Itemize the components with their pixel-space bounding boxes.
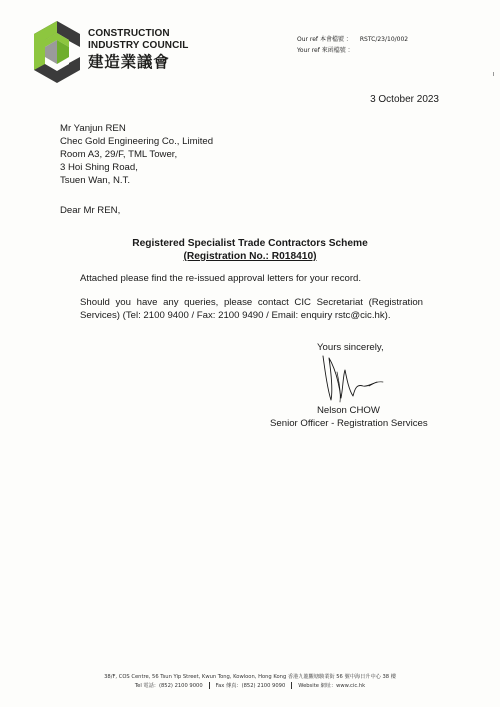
our-ref-row — [297, 34, 408, 45]
cic-logo-icon — [33, 20, 81, 84]
recipient-line: Room A3, 29/F, TML Tower, — [60, 149, 178, 160]
organization-name-zh: 建造業議會 — [88, 53, 170, 71]
salutation: Dear Mr REN, — [60, 205, 121, 216]
body-paragraph-2: Should you have any queries, please contact CIC Secretariat (Registration Services) (Tel: 2100 9400 / Fax: 2100 9490 / Email: enquiry rstc@cic.hk). — [80, 297, 423, 321]
signer-name: Nelson CHOW — [317, 405, 380, 416]
organization-name-en — [88, 28, 189, 52]
subject-line1: Registered Specialist Trade Contractors Scheme — [132, 238, 368, 249]
reference-block — [297, 34, 408, 56]
recipient-address — [60, 122, 213, 187]
signature-mark — [313, 348, 389, 408]
organization-name-line2: INDUSTRY COUNCIL — [88, 40, 189, 51]
organization-name-line1: CONSTRUCTION — [88, 28, 170, 39]
footer-address: 38/F, COS Centre, 56 Tsun Yip Street, Kwun Tong, Kowloon, Hong Kong 香港九龍觀塘駿業街 56 號中海日升中心 38 樓 — [104, 674, 396, 680]
our-ref-label: Our ref 本會檔號 ： — [297, 36, 352, 43]
closing: Yours sincerely, — [317, 342, 384, 353]
recipient-line: Tsuen Wan, N.T. — [60, 175, 131, 186]
signer-title: Senior Officer - Registration Services — [270, 418, 428, 429]
your-ref-label: Your ref 來函檔號 ： — [297, 47, 354, 54]
body-paragraph-1: Attached please find the re-issued approval letters for your record. — [80, 273, 362, 284]
letter-date: 3 October 2023 — [370, 94, 439, 105]
subject-heading — [0, 237, 500, 263]
footer-contacts — [0, 682, 500, 691]
footer-separator — [209, 682, 210, 689]
recipient-line: 3 Hoi Shing Road, — [60, 162, 138, 173]
footer-fax: Fax 傳真：(852) 2100 9090 — [215, 683, 286, 689]
footer-separator — [291, 682, 292, 689]
footer-website: Website 網址：www.cic.hk — [298, 683, 366, 689]
your-ref-row — [297, 45, 408, 56]
page-edge-mark — [493, 72, 494, 76]
subject-registration-number: (Registration No.: R018410) — [183, 251, 317, 262]
recipient-line: Chec Gold Engineering Co., Limited — [60, 136, 214, 147]
footer-tel: Tel 電話：(852) 2100 9000 — [134, 683, 203, 689]
our-ref-value: RSTC/23/10/002 — [359, 36, 409, 43]
recipient-line: Mr Yanjun REN — [60, 123, 126, 134]
footer — [0, 673, 500, 691]
